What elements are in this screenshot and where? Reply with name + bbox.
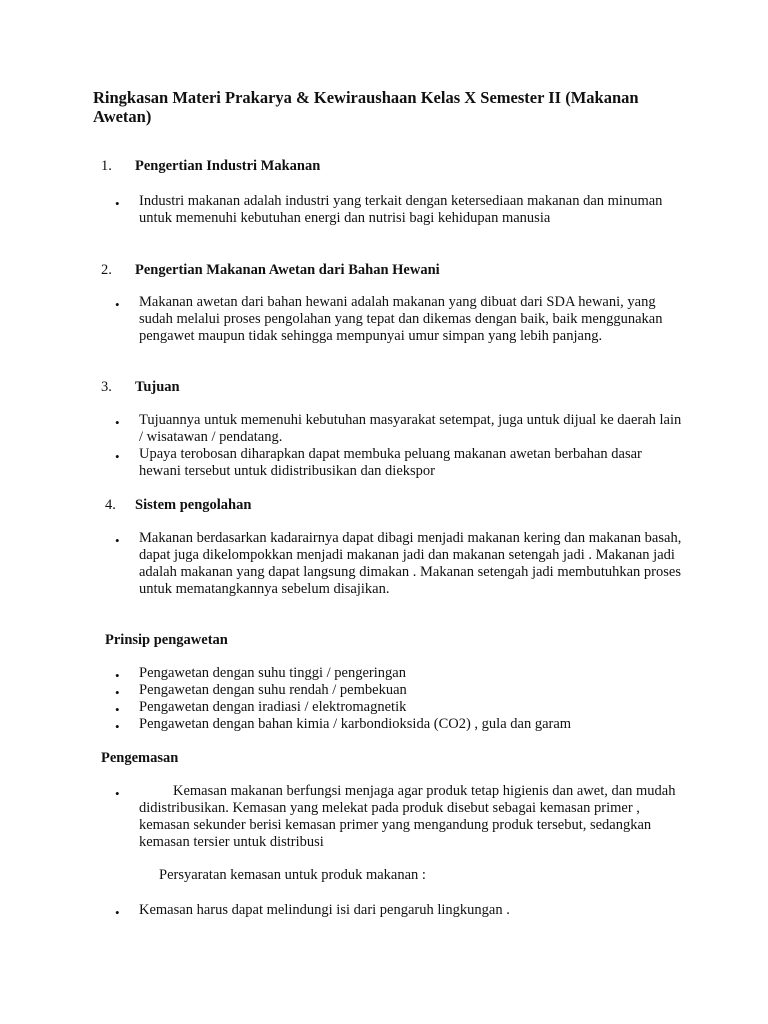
bullet-icon: • [115, 905, 120, 920]
section-number: 1. [101, 158, 112, 174]
list-item: Upaya terobosan diharapkan dapat membuka peluang makanan awetan berbahan dasar hewani tersebut untuk didistribusikan dan diekspor [139, 446, 642, 479]
bullet-icon: • [115, 196, 120, 211]
bullet-icon: • [115, 668, 120, 683]
list-item: Makanan berdasarkan kadarairnya dapat dibagi menjadi makanan kering dan makanan basah, dapat juga dikelompokkan menjadi makanan jadi dan makanan setengah jadi . Makanan jadi adalah makanan yang dapat langsung dimakan . Makanan setengah jadi membutuhkan proses untuk mematangkannya sebelum disajikan. [139, 530, 682, 597]
section-number: 2. [101, 262, 112, 278]
paragraph: Persyaratan kemasan untuk produk makanan : [159, 867, 426, 883]
bullet-icon: • [115, 719, 120, 734]
bullet-icon: • [115, 449, 120, 464]
bullet-icon: • [115, 533, 120, 548]
list-item: Makanan awetan dari bahan hewani adalah makanan yang dibuat dari SDA hewani, yang sudah melalui proses pengolahan yang tepat dan dikemas dengan baik, baik menggunakan pengawet maupun tidak sehingga mempunyai umur simpan yang lebih panjang. [139, 294, 663, 344]
section-heading: Sistem pengolahan [135, 497, 252, 513]
document-title: Ringkasan Materi Prakarya & Kewiraushaan Kelas X Semester II (Makanan Awetan) [93, 88, 639, 126]
section-heading: Pengemasan [101, 750, 179, 766]
bullet-icon: • [115, 786, 120, 801]
list-item: Pengawetan dengan bahan kimia / karbondioksida (CO2) , gula dan garam [139, 716, 572, 732]
bullet-icon: • [115, 702, 120, 717]
bullet-icon: • [115, 415, 120, 430]
list-item: Kemasan makanan berfungsi menjaga agar produk tetap higienis dan awet, dan mudah didistribusikan. Kemasan yang melekat pada produk disebut sebagai kemasan primer , kemasan sekunder berisi kemasan primer yang mengandung produk tersebut, sedangkan kemasan tersier untuk distribusi [139, 783, 676, 850]
section-heading: Pengertian Makanan Awetan dari Bahan Hewani [135, 262, 440, 278]
list-item: Pengawetan dengan suhu tinggi / pengeringan [139, 665, 406, 681]
bullet-icon: • [115, 297, 120, 312]
section-number: 3. [101, 379, 112, 395]
section-heading: Tujuan [135, 379, 180, 395]
section-heading: Pengertian Industri Makanan [135, 158, 321, 174]
section-number: 4. [105, 497, 116, 513]
list-item: Pengawetan dengan iradiasi / elektromagnetik [139, 699, 407, 715]
section-heading: Prinsip pengawetan [105, 632, 228, 648]
list-item: Tujuannya untuk memenuhi kebutuhan masyarakat setempat, juga untuk dijual ke daerah lain / wisatawan / pendatang. [139, 412, 682, 445]
bullet-icon: • [115, 685, 120, 700]
list-item: Pengawetan dengan suhu rendah / pembekuan [139, 682, 407, 698]
list-item: Kemasan harus dapat melindungi isi dari pengaruh lingkungan . [139, 902, 510, 918]
list-item: Industri makanan adalah industri yang terkait dengan ketersediaan makanan dan minuman untuk memenuhi kebutuhan energi dan nutrisi bagi kehidupan manusia [139, 193, 663, 226]
